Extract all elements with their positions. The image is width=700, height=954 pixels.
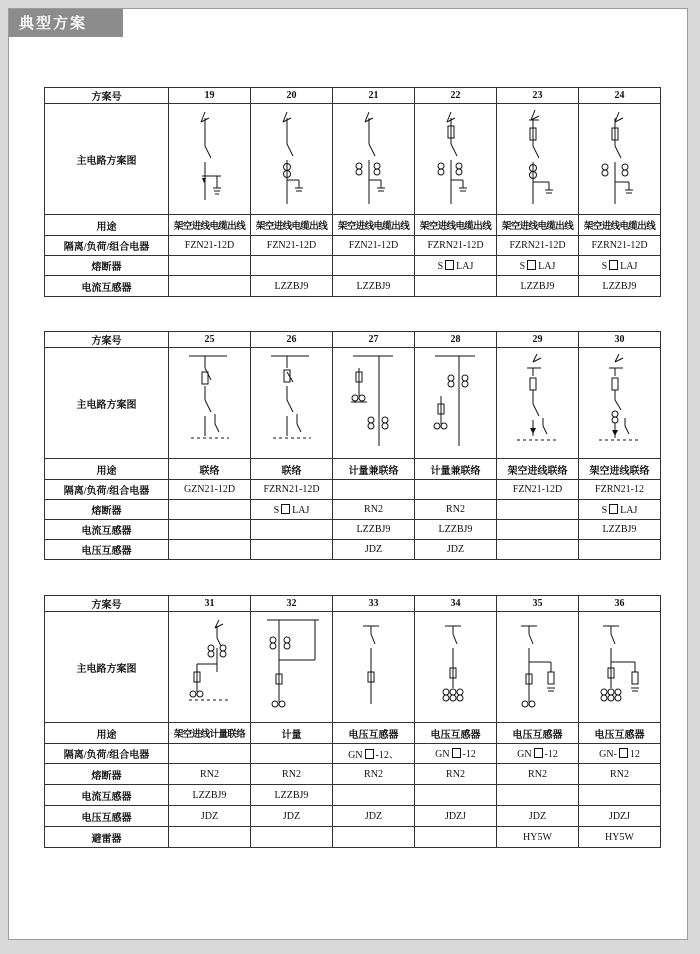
isolator-suffix: 12 bbox=[629, 748, 640, 760]
arrester-31 bbox=[169, 827, 251, 848]
ct-label: 电流互感器 bbox=[45, 520, 169, 540]
ct-23: LZZBJ9 bbox=[497, 276, 579, 297]
arrester-32 bbox=[251, 827, 333, 848]
scheme-no-21: 21 bbox=[333, 88, 415, 104]
isolator-prefix: GN- bbox=[599, 748, 617, 760]
isolator-30: FZRN21-12 bbox=[579, 480, 661, 500]
isolator-label: 隔离/负荷/组合电器 bbox=[45, 480, 169, 500]
isolator-19: FZN21-12D bbox=[169, 236, 251, 256]
isolator-27 bbox=[333, 480, 415, 500]
pt-31: JDZ bbox=[169, 806, 251, 827]
diagram-31 bbox=[169, 612, 251, 723]
diagram-26 bbox=[251, 348, 333, 459]
use-35: 电压互感器 bbox=[497, 723, 579, 744]
isolator-26: FZRN21-12D bbox=[251, 480, 333, 500]
square-icon bbox=[452, 748, 461, 758]
fuse-36: RN2 bbox=[579, 764, 661, 785]
diagram-32 bbox=[251, 612, 333, 723]
fuse-prefix: S bbox=[601, 260, 608, 272]
use-label: 用途 bbox=[45, 723, 169, 744]
fuse-prefix: S bbox=[519, 260, 526, 272]
isolator-29: FZN21-12D bbox=[497, 480, 579, 500]
fuse-30 bbox=[579, 500, 661, 520]
section-tag: 典型方案 bbox=[9, 9, 123, 37]
square-icon bbox=[281, 504, 290, 514]
use-33: 电压互感器 bbox=[333, 723, 415, 744]
isolator-24: FZRN21-12D bbox=[579, 236, 661, 256]
scheme-no-36: 36 bbox=[579, 596, 661, 612]
pt-27: JDZ bbox=[333, 540, 415, 560]
use-27: 计量兼联络 bbox=[333, 459, 415, 480]
pt-33: JDZ bbox=[333, 806, 415, 827]
diagram-24 bbox=[579, 104, 661, 215]
square-icon bbox=[527, 260, 536, 270]
diagram-29 bbox=[497, 348, 579, 459]
scheme-table-1 bbox=[44, 87, 661, 297]
diagram-25 bbox=[169, 348, 251, 459]
isolator-suffix: -12 bbox=[462, 748, 476, 760]
fuse-suffix: LAJ bbox=[538, 260, 556, 272]
arrester-34 bbox=[415, 827, 497, 848]
diagram-27 bbox=[333, 348, 415, 459]
fuse-35: RN2 bbox=[497, 764, 579, 785]
scheme-no-24: 24 bbox=[579, 88, 661, 104]
fuse-34: RN2 bbox=[415, 764, 497, 785]
ct-28: LZZBJ9 bbox=[415, 520, 497, 540]
fuse-suffix: LAJ bbox=[292, 504, 310, 516]
fuse-24 bbox=[579, 256, 661, 276]
isolator-25: GZN21-12D bbox=[169, 480, 251, 500]
use-26: 联络 bbox=[251, 459, 333, 480]
fuse-32: RN2 bbox=[251, 764, 333, 785]
ct-label: 电流互感器 bbox=[45, 785, 169, 806]
isolator-33 bbox=[333, 744, 415, 764]
fuse-prefix: S bbox=[437, 260, 444, 272]
scheme-no-label: 方案号 bbox=[45, 332, 169, 348]
isolator-suffix: -12 bbox=[544, 748, 558, 760]
ct-32: LZZBJ9 bbox=[251, 785, 333, 806]
ct-26 bbox=[251, 520, 333, 540]
fuse-20 bbox=[251, 256, 333, 276]
use-29: 架空进线联络 bbox=[497, 459, 579, 480]
square-icon bbox=[365, 749, 374, 759]
ct-21: LZZBJ9 bbox=[333, 276, 415, 297]
diagram-35 bbox=[497, 612, 579, 723]
pt-25 bbox=[169, 540, 251, 560]
isolator-label: 隔离/负荷/组合电器 bbox=[45, 744, 169, 764]
pt-32: JDZ bbox=[251, 806, 333, 827]
ct-29 bbox=[497, 520, 579, 540]
fuse-27: RN2 bbox=[333, 500, 415, 520]
use-23: 架空进线电缆出线 bbox=[497, 215, 579, 236]
fuse-28: RN2 bbox=[415, 500, 497, 520]
scheme-no-20: 20 bbox=[251, 88, 333, 104]
use-24: 架空进线电缆出线 bbox=[579, 215, 661, 236]
fuse-26 bbox=[251, 500, 333, 520]
scheme-no-22: 22 bbox=[415, 88, 497, 104]
scheme-no-33: 33 bbox=[333, 596, 415, 612]
arrester-label: 避雷器 bbox=[45, 827, 169, 848]
use-label: 用途 bbox=[45, 459, 169, 480]
ct-35 bbox=[497, 785, 579, 806]
diagram-20 bbox=[251, 104, 333, 215]
isolator-34 bbox=[415, 744, 497, 764]
scheme-no-25: 25 bbox=[169, 332, 251, 348]
scheme-no-label: 方案号 bbox=[45, 596, 169, 612]
fuse-25 bbox=[169, 500, 251, 520]
scheme-no-28: 28 bbox=[415, 332, 497, 348]
scheme-no-23: 23 bbox=[497, 88, 579, 104]
scheme-no-26: 26 bbox=[251, 332, 333, 348]
fuse-suffix: LAJ bbox=[620, 260, 638, 272]
fuse-22 bbox=[415, 256, 497, 276]
diagram-30 bbox=[579, 348, 661, 459]
ct-22 bbox=[415, 276, 497, 297]
pt-28: JDZ bbox=[415, 540, 497, 560]
scheme-no-29: 29 bbox=[497, 332, 579, 348]
scheme-no-32: 32 bbox=[251, 596, 333, 612]
arrester-33 bbox=[333, 827, 415, 848]
diagram-36 bbox=[579, 612, 661, 723]
ct-36 bbox=[579, 785, 661, 806]
isolator-22: FZRN21-12D bbox=[415, 236, 497, 256]
isolator-prefix: GN bbox=[517, 748, 532, 760]
pt-29 bbox=[497, 540, 579, 560]
diagram-19 bbox=[169, 104, 251, 215]
arrester-36: HY5W bbox=[579, 827, 661, 848]
fuse-label: 熔断器 bbox=[45, 500, 169, 520]
isolator-32 bbox=[251, 744, 333, 764]
isolator-23: FZRN21-12D bbox=[497, 236, 579, 256]
isolator-31 bbox=[169, 744, 251, 764]
diagram-28 bbox=[415, 348, 497, 459]
pt-35: JDZ bbox=[497, 806, 579, 827]
use-21: 架空进线电缆出线 bbox=[333, 215, 415, 236]
use-31: 架空进线计量联络 bbox=[169, 723, 251, 744]
use-36: 电压互感器 bbox=[579, 723, 661, 744]
use-label: 用途 bbox=[45, 215, 169, 236]
scheme-no-label: 方案号 bbox=[45, 88, 169, 104]
use-34: 电压互感器 bbox=[415, 723, 497, 744]
square-icon bbox=[609, 260, 618, 270]
scheme-no-31: 31 bbox=[169, 596, 251, 612]
pt-26 bbox=[251, 540, 333, 560]
scheme-no-19: 19 bbox=[169, 88, 251, 104]
diagram-33 bbox=[333, 612, 415, 723]
pt-30 bbox=[579, 540, 661, 560]
ct-label: 电流互感器 bbox=[45, 276, 169, 297]
pt-34: JDZJ bbox=[415, 806, 497, 827]
isolator-35 bbox=[497, 744, 579, 764]
square-icon bbox=[619, 748, 628, 758]
fuse-prefix: S bbox=[273, 504, 280, 516]
isolator-prefix: GN bbox=[435, 748, 450, 760]
fuse-33: RN2 bbox=[333, 764, 415, 785]
scheme-no-27: 27 bbox=[333, 332, 415, 348]
ct-20: LZZBJ9 bbox=[251, 276, 333, 297]
fuse-23 bbox=[497, 256, 579, 276]
ct-31: LZZBJ9 bbox=[169, 785, 251, 806]
scheme-table-3 bbox=[44, 595, 661, 848]
fuse-suffix: LAJ bbox=[620, 504, 638, 516]
use-19: 架空进线电缆出线 bbox=[169, 215, 251, 236]
isolator-label: 隔离/负荷/组合电器 bbox=[45, 236, 169, 256]
diagram-34 bbox=[415, 612, 497, 723]
isolator-suffix: -12、 bbox=[375, 750, 399, 761]
isolator-21: FZN21-12D bbox=[333, 236, 415, 256]
use-30: 架空进线联络 bbox=[579, 459, 661, 480]
scheme-no-35: 35 bbox=[497, 596, 579, 612]
fuse-31: RN2 bbox=[169, 764, 251, 785]
fuse-29 bbox=[497, 500, 579, 520]
isolator-20: FZN21-12D bbox=[251, 236, 333, 256]
use-28: 计量兼联络 bbox=[415, 459, 497, 480]
ct-34 bbox=[415, 785, 497, 806]
diagram-22 bbox=[415, 104, 497, 215]
scheme-no-34: 34 bbox=[415, 596, 497, 612]
fuse-21 bbox=[333, 256, 415, 276]
ct-33 bbox=[333, 785, 415, 806]
fuse-label: 熔断器 bbox=[45, 256, 169, 276]
arrester-35: HY5W bbox=[497, 827, 579, 848]
isolator-36 bbox=[579, 744, 661, 764]
fuse-19 bbox=[169, 256, 251, 276]
scheme-table-2 bbox=[44, 331, 661, 560]
square-icon bbox=[445, 260, 454, 270]
ct-24: LZZBJ9 bbox=[579, 276, 661, 297]
isolator-prefix: GN bbox=[348, 750, 363, 761]
diagram-label: 主电路方案图 bbox=[45, 348, 169, 459]
diagram-label: 主电路方案图 bbox=[45, 104, 169, 215]
pt-36: JDZJ bbox=[579, 806, 661, 827]
pt-label: 电压互感器 bbox=[45, 540, 169, 560]
pt-label: 电压互感器 bbox=[45, 806, 169, 827]
page bbox=[8, 8, 688, 940]
ct-27: LZZBJ9 bbox=[333, 520, 415, 540]
fuse-suffix: LAJ bbox=[456, 260, 474, 272]
use-20: 架空进线电缆出线 bbox=[251, 215, 333, 236]
fuse-prefix: S bbox=[601, 504, 608, 516]
diagram-21 bbox=[333, 104, 415, 215]
fuse-label: 熔断器 bbox=[45, 764, 169, 785]
use-32: 计量 bbox=[251, 723, 333, 744]
square-icon bbox=[534, 748, 543, 758]
ct-30: LZZBJ9 bbox=[579, 520, 661, 540]
scheme-no-30: 30 bbox=[579, 332, 661, 348]
isolator-28 bbox=[415, 480, 497, 500]
square-icon bbox=[609, 504, 618, 514]
diagram-23 bbox=[497, 104, 579, 215]
ct-19 bbox=[169, 276, 251, 297]
ct-25 bbox=[169, 520, 251, 540]
use-25: 联络 bbox=[169, 459, 251, 480]
diagram-label: 主电路方案图 bbox=[45, 612, 169, 723]
use-22: 架空进线电缆出线 bbox=[415, 215, 497, 236]
